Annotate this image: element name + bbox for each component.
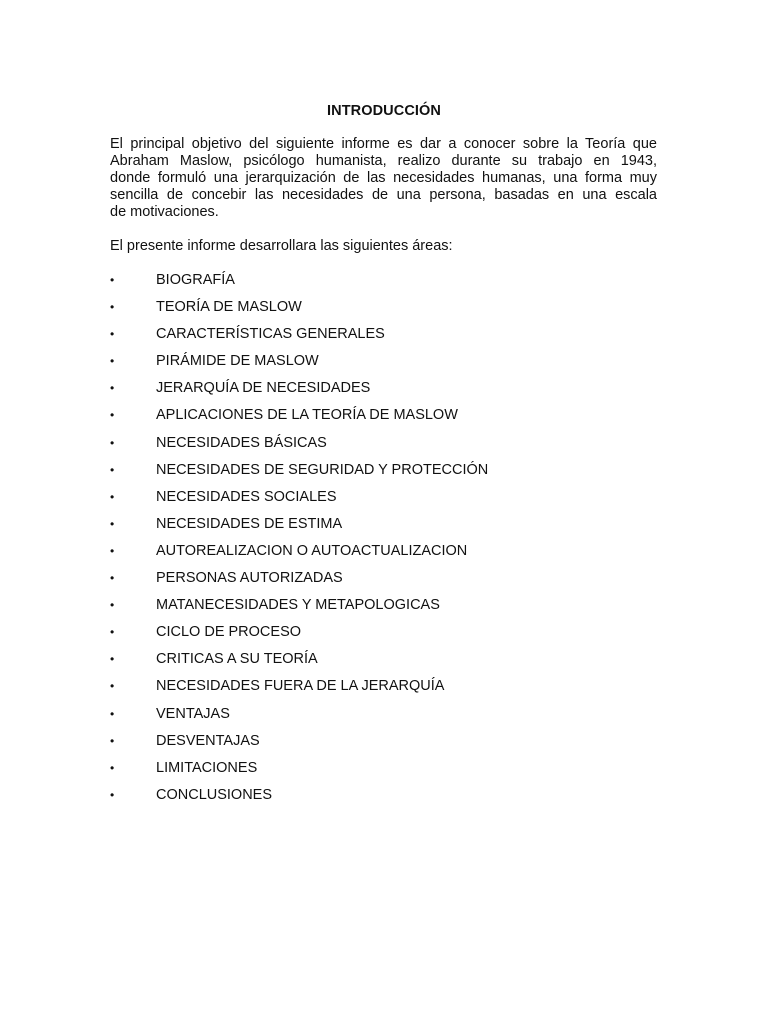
list-item-label: CICLO DE PROCESO xyxy=(156,624,302,641)
list-item-label: MATANECESIDADES Y METAPOLOGICAS xyxy=(156,597,440,614)
bullet-icon: • xyxy=(110,327,115,342)
bullet-icon: • xyxy=(110,625,115,640)
bullet-icon: • xyxy=(110,273,115,287)
intro-line: donde formuló una jerarquización de las necesidades humanas, una forma muy xyxy=(110,170,657,186)
intro-line: Abraham Maslow, psicólogo humanista, realizo durante su trabajo en 1943, xyxy=(110,153,657,169)
list-item-label: CARACTERÍSTICAS GENERALES xyxy=(156,326,385,343)
intro-paragraph xyxy=(110,136,657,221)
intro-line: El principal objetivo del siguiente informe es dar a conocer sobre la Teoría que xyxy=(110,136,657,152)
bullet-icon: • xyxy=(110,462,115,477)
list-item-label: VENTAJAS xyxy=(156,705,230,722)
list-item-label: JERARQUÍA DE NECESIDADES xyxy=(156,380,371,397)
bullet-icon: • xyxy=(110,408,115,423)
bullet-icon: • xyxy=(110,435,115,450)
bullet-icon: • xyxy=(110,679,115,694)
list-item-label: DESVENTAJAS xyxy=(156,732,260,749)
bullet-icon: • xyxy=(110,543,115,558)
bullet-icon: • xyxy=(110,300,115,315)
list-item-label: CONCLUSIONES xyxy=(156,786,273,803)
bullet-icon: • xyxy=(110,733,115,748)
list-item-label: PERSONAS AUTORIZADAS xyxy=(156,570,343,587)
bullet-icon: • xyxy=(110,652,115,667)
page-title: INTRODUCCIÓN xyxy=(327,103,441,119)
list-item-label: NECESIDADES DE ESTIMA xyxy=(156,515,343,532)
bullet-icon: • xyxy=(110,354,115,369)
bullet-icon: • xyxy=(110,706,115,721)
bullet-icon: • xyxy=(110,571,115,586)
list-item-label: NECESIDADES FUERA DE LA JERARQUÍA xyxy=(156,678,445,695)
list-item-label: CRITICAS A SU TEORÍA xyxy=(156,651,318,668)
list-item-label: TEORÍA DE MASLOW xyxy=(156,299,302,316)
intro-line: de motivaciones. xyxy=(110,204,219,220)
bullet-icon: • xyxy=(110,489,115,504)
intro-line: sencilla de concebir las necesidades de una persona, basadas en una escala xyxy=(110,187,657,203)
list-item-label: NECESIDADES DE SEGURIDAD Y PROTECCIÓN xyxy=(156,461,489,478)
list-item-label: AUTOREALIZACION O AUTOACTUALIZACION xyxy=(156,542,468,559)
list-item-label: NECESIDADES BÁSICAS xyxy=(156,434,327,451)
list-item-label: NECESIDADES SOCIALES xyxy=(156,488,337,505)
bullet-icon: • xyxy=(110,381,115,396)
bullet-icon: • xyxy=(110,787,115,802)
list-item-label: LIMITACIONES xyxy=(156,759,258,776)
bullet-icon: • xyxy=(110,598,115,613)
list-item-label: PIRÁMIDE DE MASLOW xyxy=(156,353,319,370)
list-item-label: BIOGRAFÍA xyxy=(156,272,235,288)
list-item-label: APLICACIONES DE LA TEORÍA DE MASLOW xyxy=(156,407,458,424)
lead-sentence: El presente informe desarrollara las siguientes áreas: xyxy=(110,238,453,254)
bullet-icon: • xyxy=(110,516,115,531)
bullet-icon: • xyxy=(110,760,115,775)
